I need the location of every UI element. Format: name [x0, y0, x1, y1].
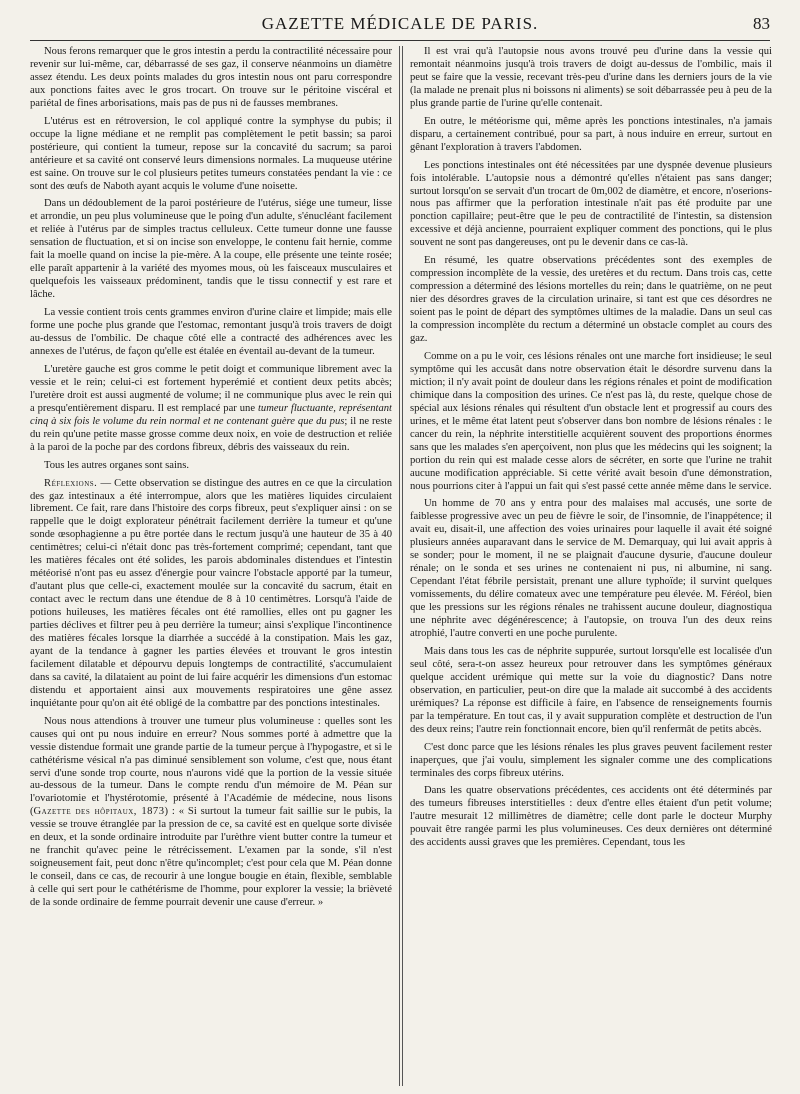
paragraph: En outre, le météorisme qui, même après les ponctions intestinales, n'a jamais disparu, a certainement contribué, pour sa part, à nous induire en erreur, surtout en gênant l'exploration à travers l'abdomen.	[410, 115, 772, 153]
left-column	[30, 46, 392, 1086]
section-label: Réflexions.	[44, 477, 98, 489]
paragraph: En résumé, les quatre observations précédentes sont des exemples de compression incomplète de la vessie, des uretères et du rectum. Dans trois cas, cette compression a déterminé des lésions mortelles du rein; dans le quatrième, on ne peut nier des désordres graves de la circulation urinaire, si tant est que ces désordres ne soient pas le point de départ des symptômes ultimes de la maladie. Dans un seul cas la compression incomplète du rectum a déterminé un obstacle complet au cours des gaz.	[410, 255, 772, 345]
column-divider-double	[402, 46, 403, 1086]
right-column	[410, 46, 772, 1086]
text-run: ) : « Si surtout la tumeur fait saillie sur le pubis, la vessie se trouve étranglée par la pression de ce, sa cavité est en quelque sorte divisée en deux, et la sonde ordinaire introduite par l'urèthre vient butter contre la tumeur et ne franchit qu'avec peine le rétrécissement. L'examen par la sonde, s'il n'est soigneusement fait, peut donc n'être qu'incomplet; c'est pour cela que M. Péan donne le conseil, dans ce cas, de recourir à une longue bougie en étain, flexible, semblable à celle qui sert pour le cathétérisme de l'homme, pour explorer la vessie; la brièveté de la sonde ordinaire de femme pourrait devenir une cause d'erreur. »	[30, 806, 392, 909]
page-number: 83	[753, 14, 770, 33]
paragraph: Comme on a pu le voir, ces lésions rénales ont une marche fort insidieuse; le seul symptôme qui les accusât dans notre observation était le désordre survenu dans la miction; il n'y avait point de douleur dans les régions rénales et point de modification chimique dans la composition des urines. Ce n'est pas là, du reste, quelque chose de spécial aux lésions rénales qui résultent d'un obstacle lent et progressif au cours des urines, et le même état latent peut s'observer dans bon nombre de lésions rénales : le cancer du rein, la néphrite interstitielle acquièrent souvent des proportions énormes sans que les malades s'en aperçoivent, non plus que les médecins qui les soignent; la portion du rein qui est malade cesse alors de sécréter, en sorte que l'urine ne trahit aucune modification appréciable. Si cette vérité avait besoin d'une démonstration, nous pourrions citer à l'appui un fait qui s'est passé cette année même dans le service.	[410, 350, 772, 492]
paragraph: Mais dans tous les cas de néphrite suppurée, surtout lorsqu'elle est localisée d'un seul côté, sera-t-on assez heureux pour retrouver dans les symptômes généraux quelque accident urémique qui mette sur la voie du diagnostic? Dans notre observation, en particulier, peut-on dire que la malade ait succombé à des accidents urémiques? La réponse est difficile à faire, en l'absence de renseignements fournis par la température. En tout cas, il y avait suppuration complète et destruction de l'un des deux reins; l'autre rein fonctionnait encore, bien qu'il renfermât de petits abcès.	[410, 645, 772, 735]
journal-title: GAZETTE MÉDICALE DE PARIS.	[261, 14, 539, 33]
paragraph: La vessie contient trois cents grammes environ d'urine claire et limpide; mais elle forme une poche plus grande que l'estomac, remontant jusqu'à trois travers de doigt au-dessus de l'ombilic. De chaque côté elle a contracté des adhérences avec les annexes de l'utérus, de façon qu'elle est étalée en éventail au-devant de la tumeur.	[30, 307, 392, 357]
paragraph: L'utérus est en rétroversion, le col appliqué contre la symphyse du pubis; il occupe la ligne médiane et ne remplit pas complètement le petit bassin; sa paroi postérieure, qui contient la tumeur, repose sur la concavité du sacrum; sa paroi antérieure et sa cavité ont conservé leurs dimensions normales. La muqueuse utérine est saine. On trouve sur le col plusieurs petites tumeurs constatées pendant la vie : ce sont des œufs de Naboth ayant acquis le volume d'une noisette.	[30, 115, 392, 192]
paragraph: Un homme de 70 ans y entra pour des malaises mal accusés, une sorte de faiblesse progressive avec un peu de fièvre le soir, de l'insomnie, de l'inappétence; il avait eu, disait-il, une affection des voies urinaires pour laquelle il avait été soigné plusieurs années auparavant dans le service de M. Demarquay, qui lui avait appris à se sonder; pour le moment, il ne se plaignait d'aucune dysurie, d'aucune douleur rénale; on le sonda et ses urines ne contenaient ni pus, ni albumine, ni sang. Cependant l'état fébrile persistait, prenant une allure typhoïde; il survint quelques vomissements, du délire comateux avec une température peu élevée. M. Féréol, bien que les pressions sur les régions rénales ne trahissent aucune douleur, diagnostiqua une néphrite avec dégénérescence; à l'autopsie, on trouva l'un des deux reins atrophié, l'autre converti en une poche purulente.	[410, 498, 772, 639]
paragraph: Dans les quatre observations précédentes, ces accidents ont été déterminés par des tumeurs fibreuses interstitielles : deux d'entre elles étaient d'un petit volume; l'autre mesurait 12 millimètres de diamètre; celle dont parle le docteur Murphy pouvait être rangée parmi les plus volumineuses. Ces deux dernières ont déterminé des accidents aussi graves que les premières. Cependant, tous les	[410, 785, 772, 849]
paragraph: Dans un dédoublement de la paroi postérieure de l'utérus, siége une tumeur, lisse et arrondie, un peu plus volumineuse que le poing d'un adulte, s'énucléant facilement et reliée à l'utérus par de simples tractus celluleux. Cette tumeur donne une fausse sensation de fluctuation, et si on incise son enveloppe, le contenu fait hernie, comme fait la moelle quand on incise la pie-mère. A la coupe, elle présente une teinte rosée; elle paraît appartenir à la variété des myomes mous, où les faisceaux musculaires et quelquefois les vaisseaux prédominent, tandis que le tissu connectif y est rare et lâche.	[30, 198, 392, 301]
paragraph	[30, 716, 392, 910]
paragraph: C'est donc parce que les lésions rénales les plus graves peuvent facilement rester inaperçues, que j'ai voulu, simplement les signaler comme une des complications terminales des corps fibreux utérins.	[410, 741, 772, 779]
page-header	[30, 14, 770, 41]
paragraph: Nous ferons remarquer que le gros intestin a perdu la contractilité nécessaire pour revenir sur lui-même, car, débarrassé de ses gaz, il conserve néanmoins un diamètre assez étendu. Les deux points malades du gros intestin nous ont paru correspondre aux ponctions faites avec le gros trocart. On trouve sur le péritoine viscéral et pariétal de fines arborisations, mais pas de pus ni de fausses membranes.	[30, 46, 392, 109]
paragraph: Les ponctions intestinales ont été nécessitées par une dyspnée devenue plusieurs fois intolérable. L'autopsie nous a démontré qu'elles n'étaient pas sans danger; surtout lorsqu'on se servait d'un trocart de 0m,002 de diamètre, et encore, n'oserions-nous pas affirmer que la perforation intestinale n'ait pas été produite par une ponction capillaire; peut-être que le peu de contractilité de l'intestin, sa distension excessive et déjà ancienne, pourraient expliquer comment des ponctions, qui le plus souvent ne sont pas dangereuses, ont pu le devenir dans ce cas-là.	[410, 159, 772, 249]
paragraph	[30, 364, 392, 455]
paragraph: Il est vrai qu'à l'autopsie nous avons trouvé peu d'urine dans la vessie qui remontait néanmoins jusqu'à trois travers de doigt au-dessus de l'ombilic, mais il peut se faire que la vessie, recevant très-peu d'urine dans les derniers jours de la vie (la malade ne prenait plus ni boissons ni aliments) se soit débarrassée peu à peu de la plus grande partie de l'urine qu'elle contenait.	[410, 46, 772, 109]
citation-source: Gazette des hôpitaux, 1873	[33, 806, 165, 818]
italic-text: tumeur fluctuante, représentant cinq à six fois le volume du rein normal et ne contenant guère que du pus	[30, 402, 392, 427]
text-run: ; il ne reste du rein qu'une petite masse grosse comme deux noix, en voie de destruction et reliée à la paroi de la poche par des cordons fibreux, débris des vaisseaux du rein.	[30, 415, 392, 453]
paragraph: Tous les autres organes sont sains.	[44, 459, 190, 471]
text-run: Nous nous attendions à trouver une tumeur plus volumineuse : quelles sont les causes qui ont pu nous induire en erreur? Nous sommes porté à admettre que la vessie distendue formait une grande partie de la tumeur perçue à l'hypogastre, et si le cathétérisme vésical n'a pas diminué sensiblement son volume, c'est que, nous étant servi d'une sonde trop courte, nous n'aurons vidé que la portion de la vessie située au-dessous de la tumeur. Dans le compte rendu d'un mémoire de M. Péan sur l'ovariotomie et l'hystérotomie, présenté à l'Académie de médecine, nous lisons (	[30, 715, 392, 818]
text-run: L'uretère gauche est gros comme le petit doigt et communique librement avec la vessie et le rein; celui-ci est fortement hyperémié et contient deux petits abcès; l'uretère droit est aussi augmenté de volume; il ne communique plus avec le rein qui a presqu'entièrement disparu. Il est remplacé par une	[30, 363, 392, 414]
column-divider	[399, 46, 400, 1086]
text-run: — Cette observation se distingue des autres en ce que la circulation des gaz intestinaux a été interrompue, alors que les matières liquides circulaient librement. Ce fait, rare dans l'histoire des corps fibreux, peut s'expliquer ainsi : on se rappelle que le doigt explorateur pénétrait facilement derrière la tumeur et qu'une sonde œsophagienne a pu être portée dans le rectum jusqu'à une hauteur de 35 à 40 centimètres; celui-ci n'était donc pas très-fortement comprimé; cependant, tant que les matières fécales ont été solides, les parois abdominales distendues et l'intestin météorisé n'ont pas eu assez d'énergie pour vaincre l'obstacle apporté par la tumeur, d'autant plus que celle-ci, exactement moulée sur la concavité du sacrum, était en contact avec le rectum dans une étendue de 8 à 10 centimètres. Lorsqu'à l'aide de potions huileuses, les matières fécales ont été ramollies, elles ont pu gagner les parties déclives et filtrer peu à peu derrière la tumeur; ainsi s'explique l'incontinence des matières fécales lorsque la diarrhée a succédé à la constipation. Mais les gaz, ayant de la tendance à gagner les parties élevées et trouvant le gros intestin facilement dilatable et dépourvu depuis longtemps de contractilité, s'accumulaient dans sa cavité, la dilataient au point de lui faire acquérir les dimensions d'un estomac distendu et apportaient ainsi aux mouvements respiratoires une gêne assez inquiétante pour qu'on ait été obligé de la combattre par des ponctions intestinales.	[30, 477, 392, 709]
paragraph	[30, 478, 392, 711]
